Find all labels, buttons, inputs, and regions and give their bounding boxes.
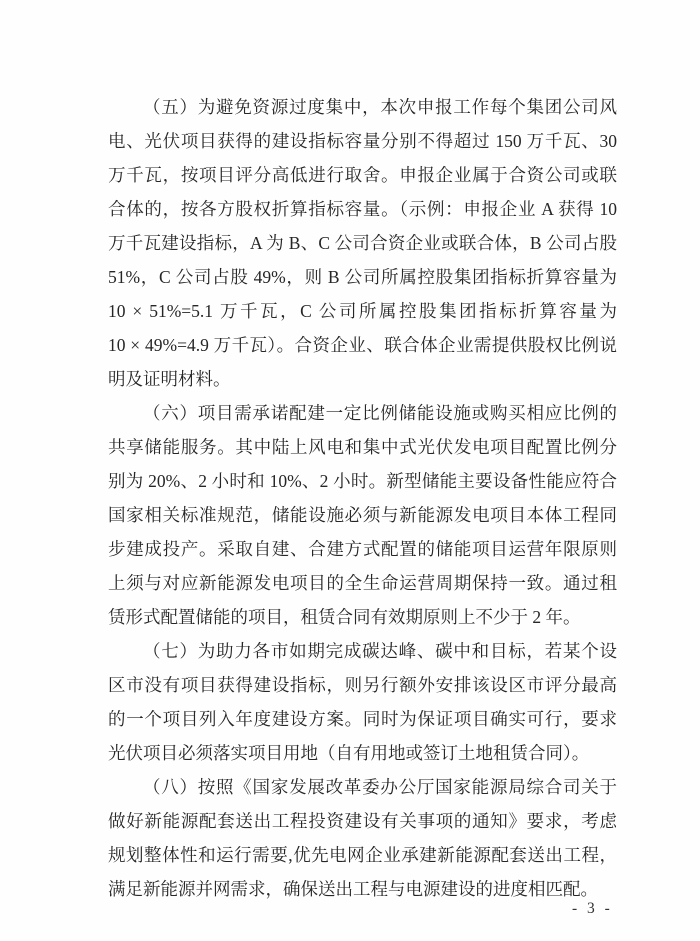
page-number: - 3 - — [572, 900, 613, 917]
text-line: 光伏项目必须落实项目用地（自有用地或签订土地租赁合同）。 — [108, 743, 590, 763]
document-body — [108, 90, 617, 906]
text-line: 上须与对应新能源发电项目的全生命运营周期保持一致。通过租 — [108, 573, 617, 593]
text-line: （五）为避免资源过度集中，本次申报工作每个集团公司风 — [143, 97, 617, 117]
text-line: 满足新能源并网需求，确保送出工程与电源建设的进度相匹配。 — [108, 879, 598, 899]
text-line: （六）项目需承诺配建一定比例储能设施或购买相应比例的 — [143, 403, 617, 423]
text-line: 51%，C 公司占股 49%，则 B 公司所属控股集团指标折算容量为 — [108, 267, 617, 287]
text-line: 10 × 49%=4.9 万千瓦）。合资企业、联合体企业需提供股权比例说 — [108, 335, 617, 355]
text-line: 规划整体性和运行需要,优先电网企业承建新能源配套送出工程， — [108, 845, 617, 865]
text-line: 万千瓦，按项目评分高低进行取舍。申报企业属于合资公司或联 — [108, 165, 617, 185]
text-line: 的一个项目列入年度建设方案。同时为保证项目确实可行，要求 — [108, 709, 617, 729]
text-line: 合体的，按各方股权折算指标容量。（示例：申报企业 A 获得 10 — [108, 199, 617, 219]
text-line: 做好新能源配套送出工程投资建设有关事项的通知》要求，考虑 — [108, 811, 617, 831]
text-line: 国家相关标准规范，储能设施必须与新能源发电项目本体工程同 — [108, 505, 617, 525]
text-line: 万千瓦建设指标，A 为 B、C 公司合资企业或联合体，B 公司占股 — [108, 233, 617, 253]
text-line: 别为 20%、2 小时和 10%、2 小时。新型储能主要设备性能应符合 — [108, 471, 617, 491]
text-line: 步建成投产。采取自建、合建方式配置的储能项目运营年限原则 — [108, 539, 617, 559]
text-line: （八）按照《国家发展改革委办公厅国家能源局综合司关于 — [143, 777, 617, 797]
text-line: 赁形式配置储能的项目，租赁合同有效期原则上不少于 2 年。 — [108, 607, 581, 627]
text-line: 电、光伏项目获得的建设指标容量分别不得超过 150 万千瓦、30 — [108, 131, 617, 151]
text-line: 区市没有项目获得建设指标，则另行额外安排该设区市评分最高 — [108, 675, 617, 695]
text-line: 10 × 51%=5.1 万千瓦，C 公司所属控股集团指标折算容量为 — [108, 301, 617, 321]
text-line: 共享储能服务。其中陆上风电和集中式光伏发电项目配置比例分 — [108, 437, 617, 457]
text-line: （七）为助力各市如期完成碳达峰、碳中和目标，若某个设 — [143, 641, 617, 661]
text-line: 明及证明材料。 — [108, 369, 231, 389]
